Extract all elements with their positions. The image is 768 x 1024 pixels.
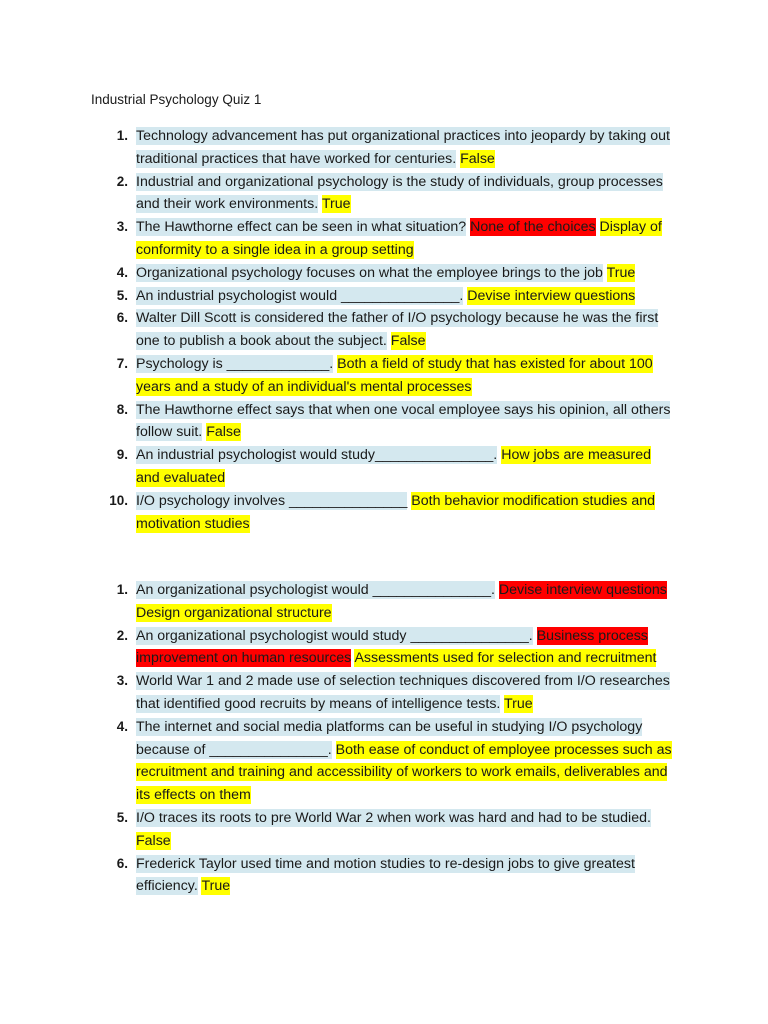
item-number: 2. [116,627,128,643]
item-number: 3. [116,219,128,235]
answer-text: True [321,196,351,213]
answer-text: Display of conformity to a single idea in a group setting [136,219,662,258]
answer-text: False [460,150,495,167]
question-text: I/O traces its roots to pre World War 2 when work was hard and had to be studied. [136,809,651,826]
answer-text: Both ease of conduct of employee processes such as recruitment and training and accessibility of workers to work emails, deliverables and its effects on them [136,741,672,804]
item-number: 8. [116,401,128,417]
quiz-item [0,579,676,625]
quiz-item [0,125,676,171]
answer-text: True [606,264,636,281]
item-number: 1. [116,582,128,597]
item-number: 5. [116,287,128,303]
item-number: 6. [116,855,128,871]
quiz-section-1 [0,125,768,535]
question-text: Psychology is _____________. [136,355,334,372]
quiz-item [0,670,676,716]
item-number: 6. [116,310,128,326]
page-title: Industrial Psychology Quiz 1 [91,92,262,107]
item-number: 4. [116,264,128,280]
item-number: 1. [116,128,128,143]
quiz-item [0,853,676,899]
wrong-answer-text: Business process improvement on human resources [136,627,648,667]
question-text: Organizational psychology focuses on what the employee brings to the job [136,264,603,281]
item-number: 3. [116,673,128,689]
wrong-answer-text: None of the choices [470,219,596,236]
question-text: The Hawthorne effect can be seen in what situation? [136,219,467,236]
answer-text: Assessments used for selection and recruitment [354,650,657,667]
question-text: Technology advancement has put organizational practices into jeopardy by taking out traditional practices that have worked for centuries. [136,128,670,167]
question-text: World War 1 and 2 made use of selection techniques discovered from I/O researches that identified good recruits by means of intelligence tests. [136,673,670,712]
quiz-item [0,444,676,490]
quiz-item [0,399,676,445]
quiz-item [0,353,676,399]
item-number: 10. [109,492,128,508]
quiz-item [0,216,676,262]
answer-text: Both a field of study that has existed for about 100 years and a study of an individual's mental processes [136,355,653,395]
quiz-item [0,807,676,853]
item-number: 7. [116,355,128,371]
wrong-answer-text: Devise interview questions [498,582,667,598]
quiz-item [0,625,676,671]
answer-text: How jobs are measured and evaluated [136,447,652,486]
answer-text: False [136,832,171,849]
question-text: An organizational psychologist would _______________. [136,582,495,598]
quiz-item [0,171,676,217]
question-text: The internet and social media platforms can be useful in studying I/O psychology because of _______________. [136,718,643,758]
question-text: An industrial psychologist would study_______________. [136,447,498,464]
question-text: The Hawthorne effect says that when one vocal employee says his opinion, all others follow suit. [136,401,671,441]
question-text: An organizational psychologist would study _______________. [136,627,533,644]
quiz-section-2 [0,579,768,898]
answer-text: False [390,333,426,350]
quiz-item [0,285,676,308]
quiz-item [0,307,676,353]
answer-text: False [206,424,241,441]
answer-text: Both behavior modification studies and motivation studies [136,492,655,532]
quiz-item [0,716,676,807]
item-number: 4. [116,718,128,734]
quiz-item [0,262,676,285]
question-text: An industrial psychologist would _______________. [136,287,464,304]
question-text: Walter Dill Scott is considered the father of I/O psychology because he was the first one to publish a book about the subject. [136,310,659,350]
question-text: I/O psychology involves _______________ [136,492,408,509]
quiz-item [0,490,676,536]
answer-text: True [504,695,533,712]
answer-text: True [201,878,231,895]
question-text: Industrial and organizational psychology is the study of individuals, group processes and their work environments. [136,173,663,213]
item-number: 2. [116,173,128,189]
item-number: 9. [116,447,128,463]
question-text: Frederick Taylor used time and motion studies to re-design jobs to give greatest efficiency. [136,855,635,895]
item-number: 5. [116,809,128,825]
answer-text: Devise interview questions [467,287,636,304]
answer-text: Design organizational structure [136,604,332,621]
